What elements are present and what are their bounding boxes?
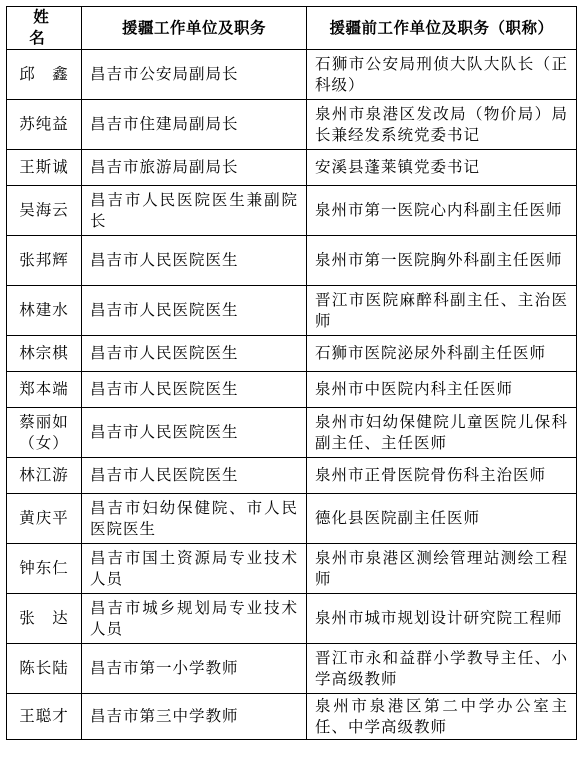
table-row <box>7 544 577 594</box>
table-row <box>7 100 577 150</box>
xinjiang-post-cell: 昌吉市人民医院医生 <box>82 458 307 494</box>
name-cell: 吴海云 <box>7 186 82 236</box>
name-cell: 王斯诚 <box>7 150 82 186</box>
name-cell: 林宗棋 <box>7 336 82 372</box>
xinjiang-post-cell: 昌吉市国土资源局专业技术人员 <box>82 544 307 594</box>
previous-post-cell: 晋江市永和益群小学教导主任、小学高级教师 <box>307 644 577 694</box>
name-cell: 林建水 <box>7 286 82 336</box>
name-cell: 林江游 <box>7 458 82 494</box>
previous-post-cell: 泉州市第一医院胸外科副主任医师 <box>307 236 577 286</box>
name-cell: 黄庆平 <box>7 494 82 544</box>
xinjiang-post-cell: 昌吉市人民医院医生 <box>82 236 307 286</box>
previous-post-cell: 泉州市第一医院心内科副主任医师 <box>307 186 577 236</box>
previous-post-cell: 安溪县蓬莱镇党委书记 <box>307 150 577 186</box>
table-row <box>7 236 577 286</box>
previous-post-cell: 德化县医院副主任医师 <box>307 494 577 544</box>
previous-post-cell: 泉州市妇幼保健院儿童医院儿保科副主任、主任医师 <box>307 408 577 458</box>
previous-post-cell: 晋江市医院麻醉科副主任、主治医师 <box>307 286 577 336</box>
name-cell: 郑本端 <box>7 372 82 408</box>
name-cell: 蔡丽如（女） <box>7 408 82 458</box>
previous-post-cell: 泉州市城市规划设计研究院工程师 <box>307 594 577 644</box>
name-cell: 王聪才 <box>7 694 82 740</box>
personnel-table <box>6 6 577 740</box>
table-row <box>7 594 577 644</box>
previous-post-cell: 石狮市公安局刑侦大队大队长（正科级） <box>307 50 577 100</box>
previous-post-cell: 泉州市泉港区发改局（物价局）局长兼经发系统党委书记 <box>307 100 577 150</box>
previous-post-cell: 泉州市泉港区第二中学办公室主任、中学高级教师 <box>307 694 577 740</box>
xinjiang-post-cell: 昌吉市第三中学教师 <box>82 694 307 740</box>
previous-post-cell: 泉州市泉港区测绘管理站测绘工程师 <box>307 544 577 594</box>
previous-post-cell: 泉州市中医院内科主任医师 <box>307 372 577 408</box>
xinjiang-post-cell: 昌吉市人民医院医生 <box>82 372 307 408</box>
name-cell: 张 达 <box>7 594 82 644</box>
table-row <box>7 644 577 694</box>
name-cell: 邱 鑫 <box>7 50 82 100</box>
header-xinjiang-post: 援疆工作单位及职务 <box>82 7 307 50</box>
table-row <box>7 286 577 336</box>
xinjiang-post-cell: 昌吉市城乡规划局专业技术人员 <box>82 594 307 644</box>
xinjiang-post-cell: 昌吉市人民医院医生 <box>82 336 307 372</box>
table-row <box>7 150 577 186</box>
header-name: 姓名 <box>7 7 82 50</box>
name-cell: 张邦辉 <box>7 236 82 286</box>
table-row <box>7 50 577 100</box>
previous-post-cell: 泉州市正骨医院骨伤科主治医师 <box>307 458 577 494</box>
name-cell: 陈长陆 <box>7 644 82 694</box>
name-cell: 苏纯益 <box>7 100 82 150</box>
xinjiang-post-cell: 昌吉市旅游局副局长 <box>82 150 307 186</box>
table-row <box>7 494 577 544</box>
name-cell: 钟东仁 <box>7 544 82 594</box>
xinjiang-post-cell: 昌吉市人民医院医生兼副院长 <box>82 186 307 236</box>
table-row <box>7 336 577 372</box>
xinjiang-post-cell: 昌吉市人民医院医生 <box>82 408 307 458</box>
table-row <box>7 458 577 494</box>
table-row <box>7 694 577 740</box>
xinjiang-post-cell: 昌吉市公安局副局长 <box>82 50 307 100</box>
table-row <box>7 186 577 236</box>
header-previous-post: 援疆前工作单位及职务（职称） <box>307 7 577 50</box>
previous-post-cell: 石狮市医院泌尿外科副主任医师 <box>307 336 577 372</box>
xinjiang-post-cell: 昌吉市第一小学教师 <box>82 644 307 694</box>
table-header-row <box>7 7 577 50</box>
table-row <box>7 372 577 408</box>
xinjiang-post-cell: 昌吉市住建局副局长 <box>82 100 307 150</box>
xinjiang-post-cell: 昌吉市妇幼保健院、市人民医院医生 <box>82 494 307 544</box>
table-row <box>7 408 577 458</box>
xinjiang-post-cell: 昌吉市人民医院医生 <box>82 286 307 336</box>
